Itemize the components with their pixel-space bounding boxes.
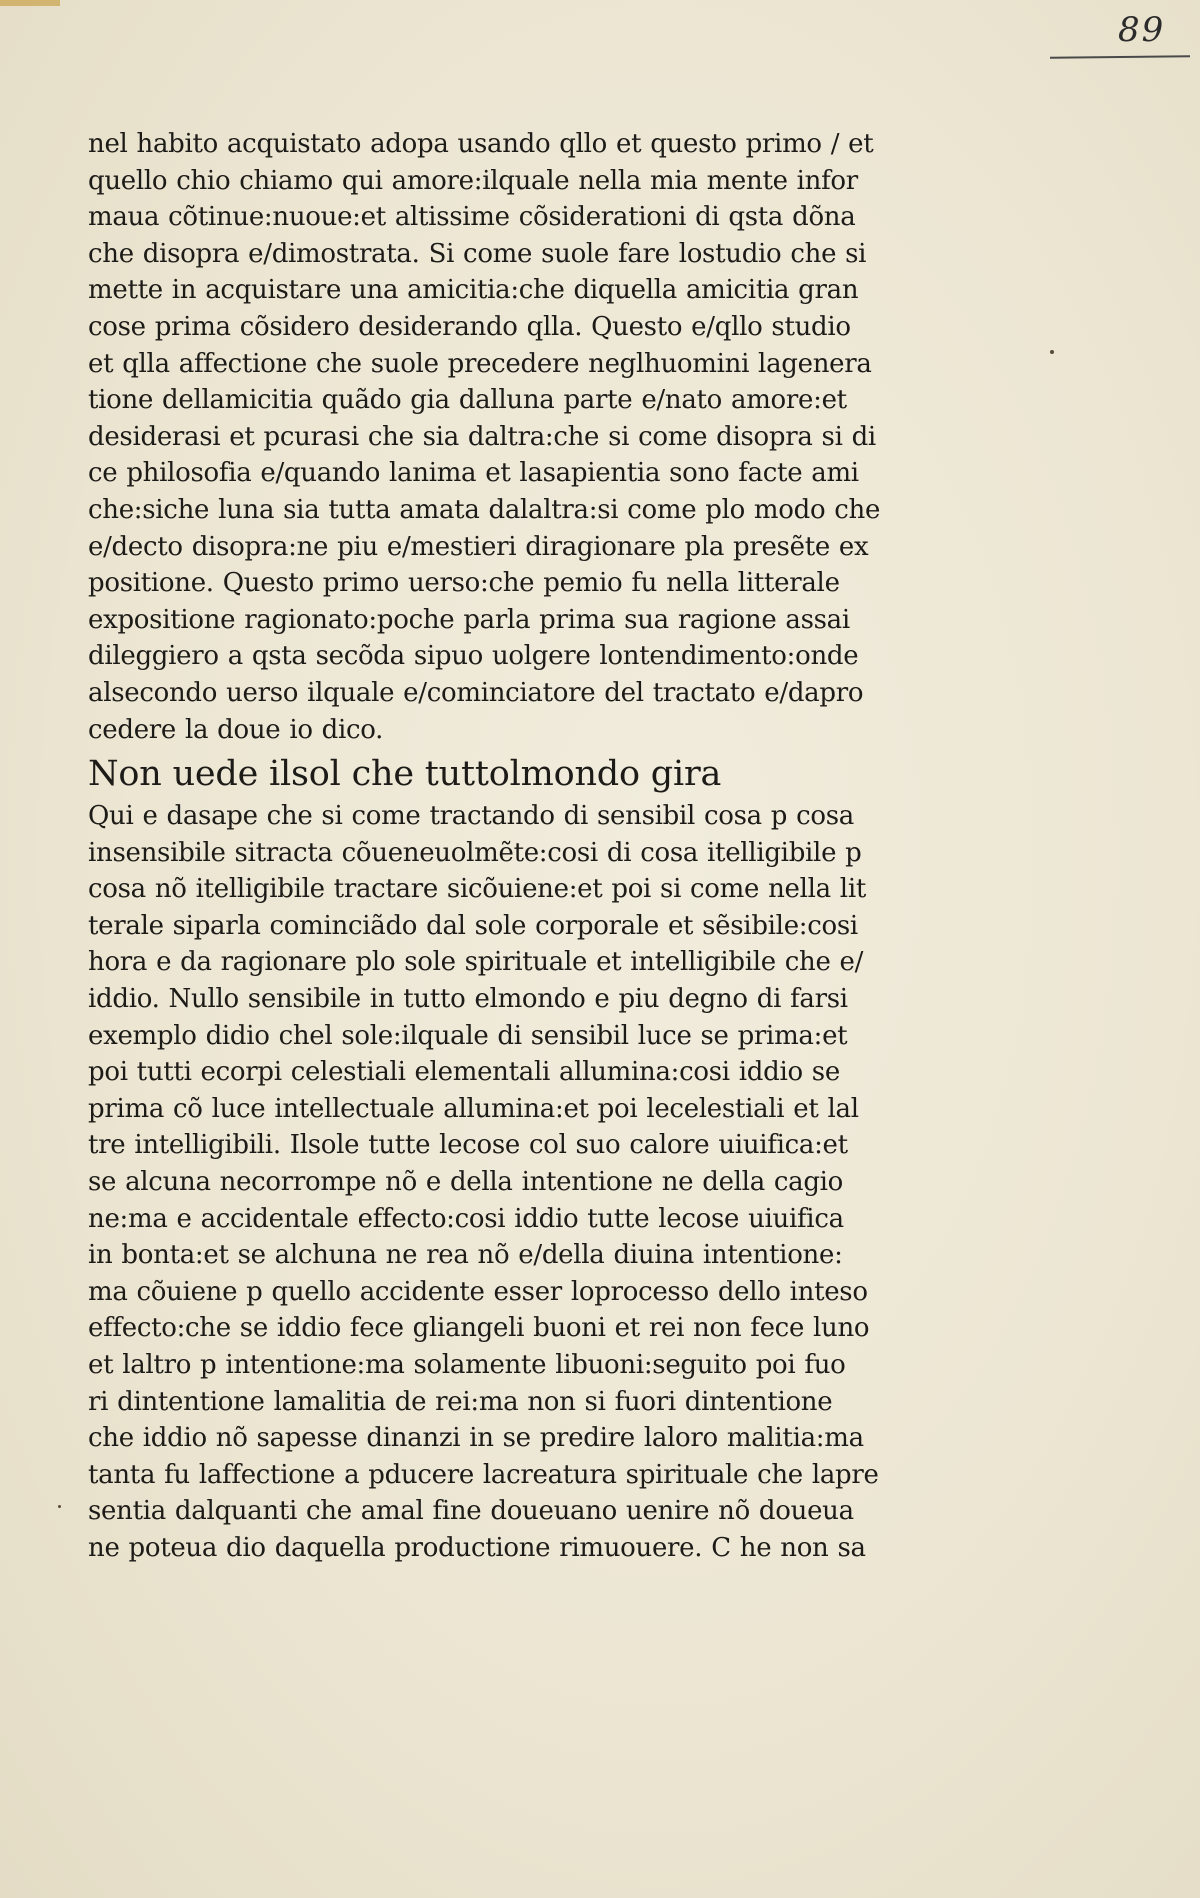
text-block	[88, 126, 888, 1567]
text-line: maua cõtinue:nuoue:et altissime cõsiderationi di qsta dõna	[88, 202, 856, 233]
text-line: se alcuna necorrompe nõ e della intentione ne della cagio	[88, 1167, 844, 1198]
page-edge-stain	[0, 0, 60, 6]
text-line: alsecondo uerso ilquale e/cominciatore del tractato e/dapro	[88, 677, 864, 708]
section-heading: Non uede ilsol che tuttolmondo gira	[88, 754, 722, 795]
text-line: che iddio nõ sapesse dinanzi in se predire laloro malitia:ma	[88, 1423, 864, 1454]
text-line: hora e da ragionare plo sole spirituale et intelligibile che e/	[88, 947, 864, 978]
text-line: terale siparla cominciãdo dal sole corporale et sẽsibile:cosi	[88, 910, 858, 941]
paragraph-1	[88, 126, 888, 748]
text-line: et qlla affectione che suole precedere neglhuomini lagenera	[88, 348, 872, 379]
text-line: che disopra e/dimostrata. Si come suole fare lostudio che si	[88, 238, 867, 269]
folio-underline	[1050, 55, 1190, 58]
text-line: et laltro p intentione:ma solamente libuoni:seguito poi fuo	[88, 1350, 846, 1380]
ink-speck	[1050, 350, 1054, 354]
text-line: cose prima cõsidero desiderando qlla. Questo e/qllo studio	[88, 311, 851, 342]
text-line: poi tutti ecorpi celestiali elementali allumina:cosi iddio se	[88, 1057, 840, 1088]
text-line: in bonta:et se alchuna ne rea nõ e/della diuina intentione:	[88, 1240, 843, 1271]
text-line: che:siche luna sia tutta amata dalaltra:si come plo modo che	[88, 494, 881, 525]
text-line: ri dintentione lamalitia de rei:ma non si fuori dintentione	[88, 1386, 833, 1417]
text-line: exemplo didio chel sole:ilquale di sensibil luce se prima:et	[88, 1020, 848, 1051]
ink-speck	[58, 1505, 61, 1508]
text-line: effecto:che se iddio fece gliangeli buoni et rei non fece luno	[88, 1313, 870, 1344]
text-line: desiderasi et pcurasi che sia daltra:che si come disopra si di	[88, 421, 876, 452]
text-line: e/decto disopra:ne piu e/mestieri diragionare pla presẽte ex	[88, 531, 869, 562]
text-line: ne:ma e accidentale effecto:cosi iddio tutte lecose uiuifica	[88, 1203, 844, 1234]
text-line: ma cõuiene p quello accidente esser loprocesso dello inteso	[88, 1276, 868, 1307]
text-line: sentia dalquanti che amal fine doueuano uenire nõ doueua	[88, 1496, 854, 1527]
text-line: insensibile sitracta cõueneuolmẽte:cosi di cosa itelligibile p	[88, 837, 862, 868]
text-line: tione dellamicitia quãdo gia dalluna parte e/nato amore:et	[88, 385, 847, 416]
text-line: prima cõ luce intellectuale allumina:et poi lecelestiali et lal	[88, 1093, 859, 1124]
text-line: dileggiero a qsta secõda sipuo uolgere lontendimento:onde	[88, 641, 859, 672]
text-line: mette in acquistare una amicitia:che diquella amicitia gran	[88, 275, 859, 306]
text-line: Qui e dasape che si come tractando di sensibil cosa p cosa	[88, 801, 854, 832]
paragraph-2	[88, 798, 888, 1566]
text-line: tre intelligibili. Ilsole tutte lecose col suo calore uiuifica:et	[88, 1130, 848, 1161]
text-line: iddio. Nullo sensibile in tutto elmondo e piu degno di farsi	[88, 984, 848, 1015]
folio-number: 89	[1118, 10, 1166, 50]
text-line: ne poteua dio daquella productione rimuouere. C he non sa	[88, 1532, 866, 1563]
text-line: tanta fu laffectione a pducere lacreatura spirituale che lapre	[88, 1459, 879, 1490]
text-line: ce philosofia e/quando lanima et lasapientia sono facte ami	[88, 458, 859, 489]
text-line: cedere la doue io dico.	[88, 714, 384, 745]
text-line: positione. Questo primo uerso:che pemio fu nella litterale	[88, 568, 840, 599]
text-line: quello chio chiamo qui amore:ilquale nella mia mente infor	[88, 165, 858, 196]
text-line: nel habito acquistato adopa usando qllo et questo primo / et	[88, 129, 874, 159]
text-line: cosa nõ itelligibile tractare sicõuiene:et poi si come nella lit	[88, 874, 866, 905]
text-line: expositione ragionato:poche parla prima sua ragione assai	[88, 604, 850, 635]
